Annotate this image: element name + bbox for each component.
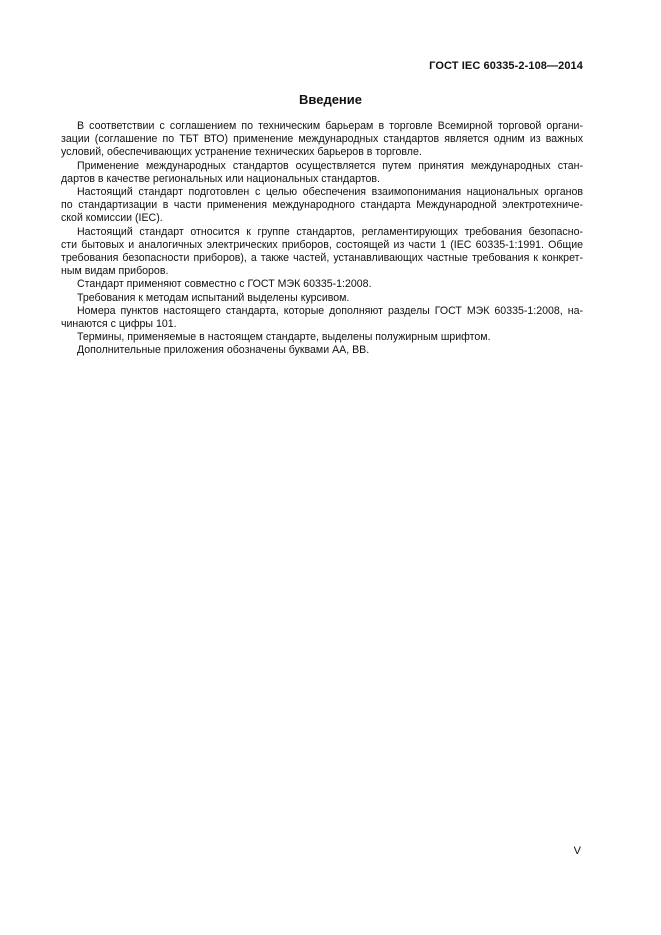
text-line: чинаются с цифры 101.: [61, 318, 177, 331]
paragraph: [61, 120, 583, 160]
text-line: Термины, применяемые в настоящем стандарте, выделены полужирным шрифтом.: [77, 331, 491, 344]
paragraph: [61, 159, 583, 186]
text-line: В соответствии с соглашением по техническим барьерам в торговле Всемирной торговой органи-: [77, 120, 583, 132]
text-line: Требования к методам испытаний выделены курсивом.: [77, 291, 350, 304]
section-title: Введение: [299, 92, 362, 107]
document-code-header: ГОСТ IEC 60335-2-108—2014: [429, 60, 583, 72]
text-line: Настоящий стандарт относится к группе стандартов, регламентирующих требования безопасно-: [77, 225, 583, 238]
paragraph: [77, 292, 583, 305]
paragraph: [77, 344, 583, 357]
page-number: V: [573, 845, 581, 857]
text-line: Дополнительные приложения обозначены буквами АА, ВВ.: [77, 344, 370, 357]
text-line: сти бытовых и аналогичных электрических приборов, состоящей из части 1 (IEC 60335-1:1991. Общие: [61, 238, 583, 251]
text-line: Настоящий стандарт подготовлен с целью обеспечения взаимопонимания национальных органов: [77, 186, 583, 199]
text-line: ской комиссии (IEC).: [61, 212, 163, 225]
paragraph: [61, 304, 583, 331]
text-line: условий, обеспечивающих устранение технических барьеров в торговле.: [61, 146, 422, 159]
text-line: ным видам приборов.: [61, 265, 169, 278]
paragraph: [77, 278, 583, 291]
text-line: Стандарт применяют совместно с ГОСТ МЭК 60335-1:2008.: [77, 278, 372, 291]
paragraph: [77, 331, 583, 344]
text-line: Номера пунктов настоящего стандарта, которые дополняют разделы ГОСТ МЭК 60335-1:2008, на-: [77, 304, 583, 317]
text-line: дартов в качестве региональных или национальных стандартов.: [61, 172, 380, 185]
paragraph: [61, 225, 583, 279]
text-line: по стандартизации в части применения международного стандарта Международной электротехниче-: [61, 199, 583, 212]
text-line: Применение международных стандартов осуществляется путем принятия международных стан-: [77, 159, 583, 172]
paragraph: [61, 186, 583, 226]
text-line: зации (соглашение по ТБТ ВТО) применение международных стандартов является одним из важных: [61, 133, 583, 146]
introduction-body: [61, 120, 583, 358]
text-line: требования безопасности приборов), а также частей, устанавливающих частные требования к конкрет-: [61, 252, 583, 265]
